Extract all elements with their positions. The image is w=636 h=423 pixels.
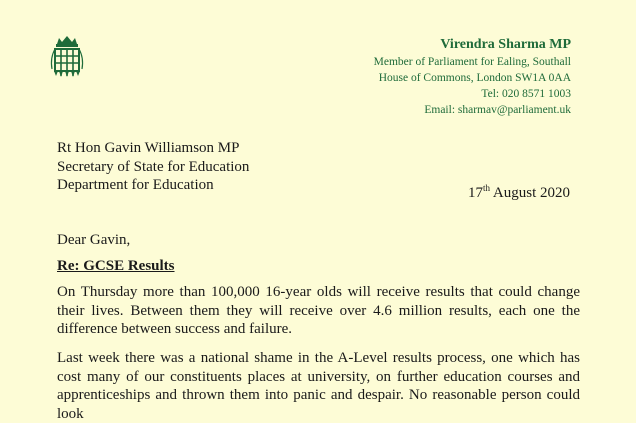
- mp-constituency: Member of Parliament for Ealing, Southall: [373, 56, 571, 68]
- recipient-title: Secretary of State for Education: [57, 158, 250, 175]
- letter-date: [468, 185, 570, 202]
- body-paragraph: On Thursday more than 100,000 16-year olds will receive results that could change their lives. Between them they will receive over 4.6 million results, each one the difference between success and failure.: [57, 284, 580, 337]
- recipient-address: [57, 139, 249, 195]
- portcullis-icon: [49, 36, 85, 81]
- recipient-name: Rt Hon Gavin Williamson MP: [57, 140, 240, 156]
- mp-address: House of Commons, London SW1A 0AA: [378, 72, 571, 84]
- body-paragraph: Last week there was a national shame in the A-Level results process, one which has cost many of our constituents places at university, on further education courses and apprenticeships and thrown them into panic and despair. No reasonable person could look: [57, 350, 580, 422]
- mp-telephone: Tel: 020 8571 1003: [481, 88, 571, 100]
- salutation: Dear Gavin,: [57, 232, 131, 248]
- letterhead: [374, 36, 571, 118]
- date-day: 17: [467, 185, 483, 201]
- subject-line: Re: GCSE Results: [57, 258, 175, 274]
- date-month-year: August 2020: [489, 185, 570, 201]
- mp-email: Email: sharmav@parliament.uk: [424, 104, 571, 116]
- mp-name: Virendra Sharma MP: [440, 37, 571, 52]
- date-suffix: th: [482, 183, 490, 193]
- recipient-department: Department for Education: [57, 177, 214, 193]
